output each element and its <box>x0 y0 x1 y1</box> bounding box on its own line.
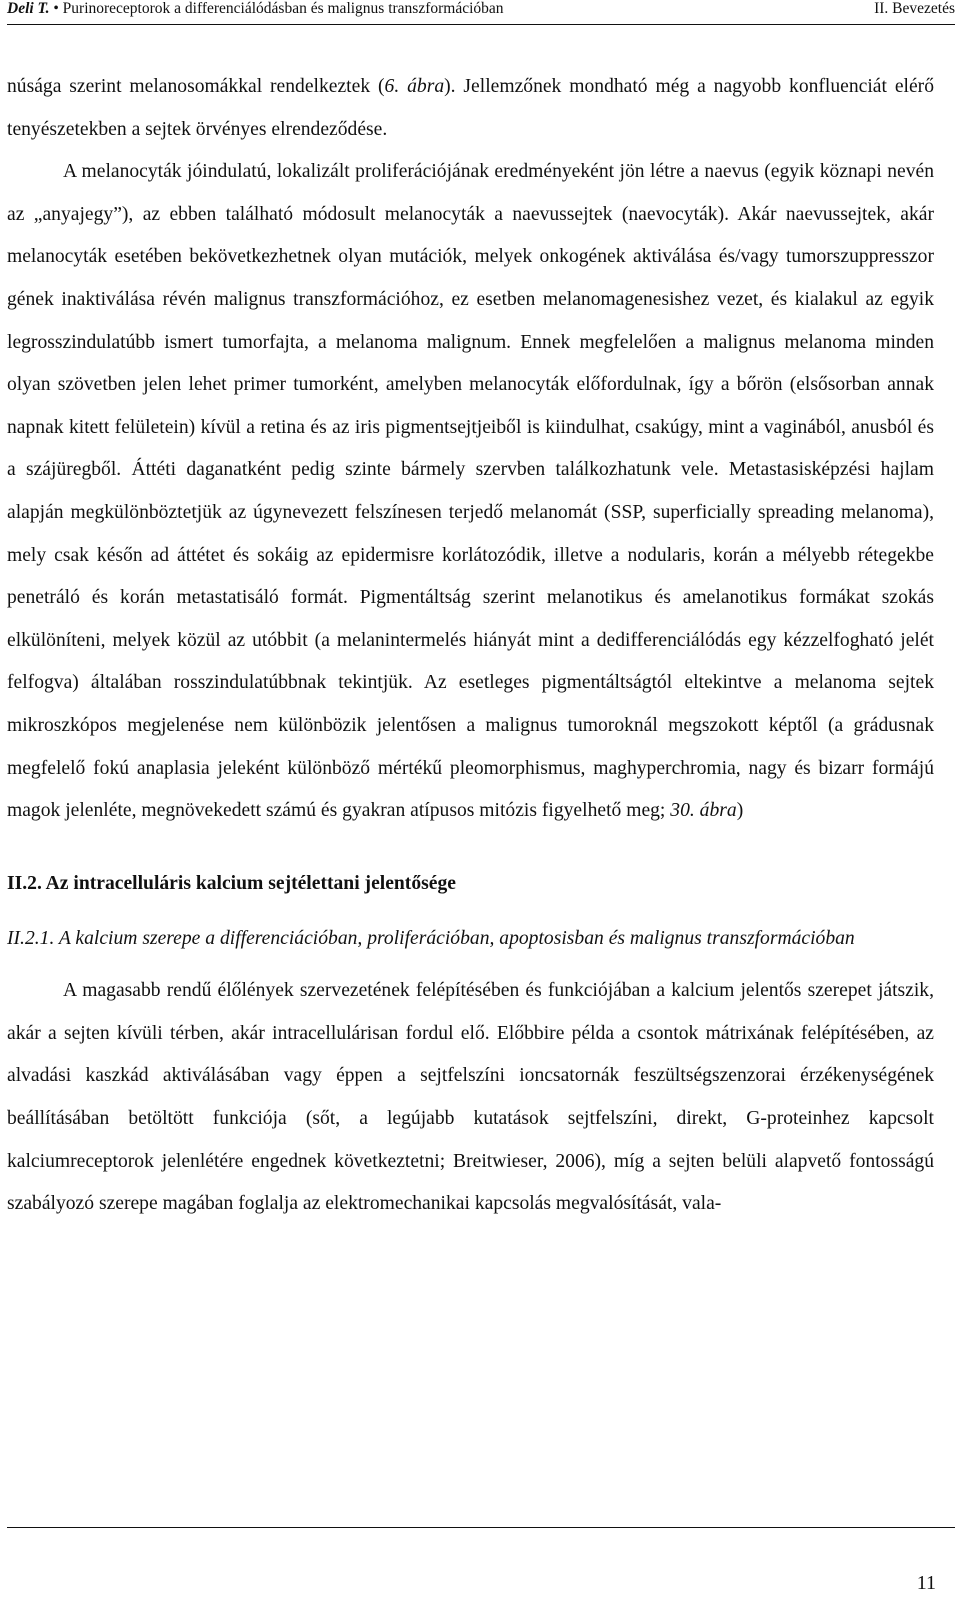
paragraph-2-end: ) <box>736 800 744 822</box>
paragraph-1-text-b: ). Jellemzőnek mondható még a nagyobb konfluenciát elérő tenyészetekben a sejtek örvényes elrendeződése. <box>7 76 934 140</box>
subsection-heading: II.2.1. A kalcium szerepe a differenciációban, proliferációban, apoptosisban és malignus transzformációban <box>7 927 855 949</box>
running-header <box>7 0 955 24</box>
header-section: II. Bevezetés <box>874 0 955 17</box>
page-number: 11 <box>916 1572 936 1594</box>
section-heading: II.2. Az intracelluláris kalcium sejtélettani jelentősége <box>7 872 456 894</box>
header-rule <box>7 24 955 25</box>
header-title: Purinoreceptorok a differenciálódásban és malignus transzformációban <box>62 0 504 17</box>
header-author: Deli T. <box>7 0 50 17</box>
header-left <box>7 0 504 18</box>
figure-ref-6: 6. ábra <box>384 76 445 97</box>
paragraph-1-text-a: núsága szerint melanosomákkal rendelkeztek ( <box>7 76 385 97</box>
figure-ref-30: 30. ábra <box>670 800 737 822</box>
paragraph-3: A magasabb rendű élőlények szervezetének felépítésében és funkciójában a kalcium jelentős szerepet játszik, akár a sejten kívüli térben, akár intracellulárisan fordul elő. Előbbire példa a csontok mátrixának felépítésében, az alvadási kaszkád aktiválásában vagy éppen a sejtfelszíni ioncsatornák feszültségszenzorai érzékenységének beállításában betöltött funkciója (sőt, a legújabb kutatások sejtfelszíni, direkt, G-proteinhez kapcsolt kalciumreceptorok jelenlétére engednek következtetni; Breitwieser, 2006), míg a sejten belüli alapvető fontosságú szabályozó szerepe magában foglalja az elektromechanikai kapcsolás megvalósítását, vala- <box>7 980 934 1215</box>
paragraph-2-text: A melanocyták jóindulatú, lokalizált proliferációjának eredményeként jön létre a naevus (egyik köznapi nevén az „anyajegy”), az ebben található módosult melanocyták a naevussejtek (naevocyták). Akár naevussejtek, akár melanocyták esetében bekövetkezhetnek olyan mutációk, melyek onkogének aktiválása és/vagy tumorszuppresszor gének inaktiválása révén malignus transzformációhoz, ez esetben melanomagenesishez vezet, és kialakul az egyik legrosszindulatúbb ismert tumorfajta, a melanoma malignum. Ennek megfelelően a malignus melanoma minden olyan szövetben jelen lehet primer tumorként, amelyben melanocyták előfordulnak, így a bőrön (elsősorban annak napnak kitett felületein) kívül a retina és az iris pigmentsejtjeiből is kiindulhat, csakúgy, mint a vaginából, anusból és a szájüregből. Áttéti daganatként pedig szinte bármely szervben találkozhatunk vele. Metastasisképzési hajlam alapján megkülönböztetjük az úgynevezett felszínesen terjedő melanomát (SSP, superficially spreading melanoma), mely csak későn ad áttétet és sokáig az epidermisre korlátozódik, illetve a nodularis, korán a mélyebb rétegekbe penetráló és korán metastatisáló formát. Pigmentáltság szerint melanotikus és amelanotikus formákat szokás elkülöníteni, melyek közül az utóbbit (a melanintermelés hiányát mint a dedifferenciálódás egy kézzelfogható jelét felfogva) általában rosszindulatúbbnak tekintjük. Az esetleges pigmentáltságtól eltekintve a melanoma sejtek mikroszkópos megjelenése nem különbözik jelentősen a malignus tumoroknál megszokott képtől (a grádusnak megfelelő fokú anaplasia jeleként különböző mértékű pleomorphismus, maghyperchromia, nagy és bizarr formájú magok jelenléte, megnövekedett számú és gyakran atípusos mitózis figyelhető meg; <box>7 161 934 822</box>
header-bullet: • <box>53 0 59 17</box>
paragraph-1 <box>7 66 934 151</box>
page-body <box>7 66 934 1226</box>
paragraph-2 <box>7 151 934 833</box>
footer-rule <box>7 1527 955 1528</box>
